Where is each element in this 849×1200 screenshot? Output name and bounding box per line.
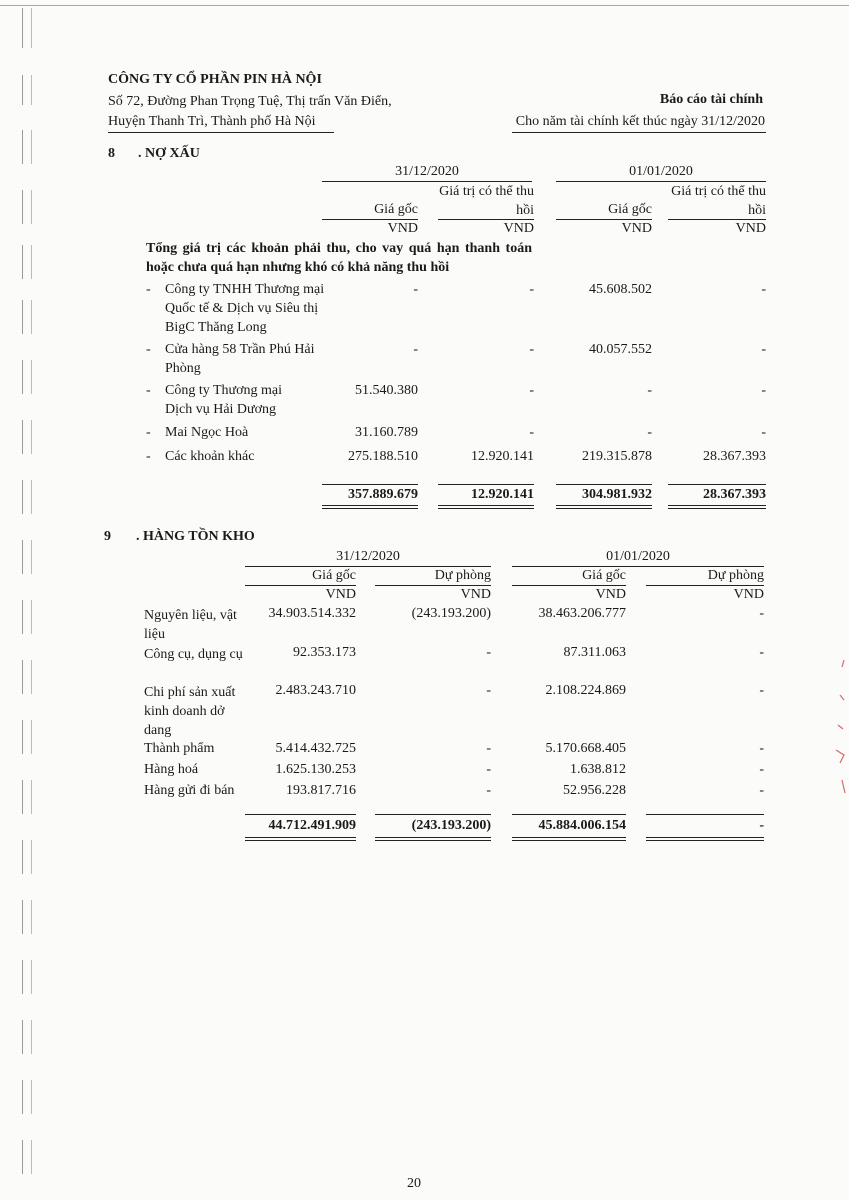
row-value: 2.108.224.869 xyxy=(545,683,626,698)
row-value: - xyxy=(413,342,418,357)
row-value: - xyxy=(761,342,766,357)
row-label: Thành phẩm xyxy=(144,741,215,756)
s8-total-double-rule-4 xyxy=(668,505,766,509)
total-value: - xyxy=(759,818,764,833)
row-value: - xyxy=(486,645,491,660)
s9-col4-rule xyxy=(646,585,764,586)
s9-total-top-rule-1 xyxy=(245,814,356,815)
row-value: 12.920.141 xyxy=(471,449,534,464)
row-label: Công ty TNHH Thương mại Quốc tế & Dịch vụ Siêu thị BigC Thăng Long xyxy=(165,282,325,335)
s9-col3-rule xyxy=(512,585,626,586)
row-value: - xyxy=(761,282,766,297)
s9-total-double-rule-1 xyxy=(245,837,356,841)
section8-number: 8 xyxy=(108,146,115,161)
row-value: - xyxy=(486,783,491,798)
row-bullet: - xyxy=(146,425,151,440)
row-value: - xyxy=(647,425,652,440)
row-value: 1.625.130.253 xyxy=(275,762,356,777)
margin-ink-marks xyxy=(832,655,848,800)
s9-unit-3: VND xyxy=(595,587,626,602)
s8-total-top-rule-4 xyxy=(668,484,766,485)
row-value: - xyxy=(486,762,491,777)
total-value: (243.193.200) xyxy=(411,818,491,833)
header-rule-right xyxy=(512,132,766,133)
row-label: Mai Ngọc Hoà xyxy=(165,425,249,440)
s8-total-double-rule-1 xyxy=(322,505,418,509)
s8-col3-rule xyxy=(556,219,652,220)
row-label: Các khoản khác xyxy=(165,449,255,464)
s9-date2: 01/01/2020 xyxy=(606,549,670,564)
row-value: - xyxy=(759,741,764,756)
row-value: - xyxy=(486,683,491,698)
row-value: 45.608.502 xyxy=(589,282,652,297)
s8-total-top-rule-3 xyxy=(556,484,652,485)
s8-unit-4: VND xyxy=(735,221,766,236)
s9-col-provision-2: Dự phòng xyxy=(707,568,764,583)
row-value: 5.170.668.405 xyxy=(545,741,626,756)
row-value: 193.817.716 xyxy=(286,783,356,798)
section8-title: . NỢ XẤU xyxy=(138,146,200,161)
row-value: 38.463.206.777 xyxy=(538,606,626,621)
section9-number: 9 xyxy=(104,529,111,544)
company-name: CÔNG TY CỔ PHẦN PIN HÀ NỘI xyxy=(108,72,322,87)
s9-date2-rule xyxy=(512,566,764,567)
total-value: 44.712.491.909 xyxy=(268,818,356,833)
total-value: 28.367.393 xyxy=(703,487,766,502)
s9-total-double-rule-3 xyxy=(512,837,626,841)
row-value: - xyxy=(413,282,418,297)
row-bullet: - xyxy=(146,383,151,398)
row-value: - xyxy=(761,425,766,440)
s8-date2: 01/01/2020 xyxy=(629,164,693,179)
s9-total-top-rule-2 xyxy=(375,814,491,815)
total-value: 304.981.932 xyxy=(582,487,652,502)
row-value: 5.414.432.725 xyxy=(275,741,356,756)
s8-total-double-rule-2 xyxy=(438,505,534,509)
row-value: - xyxy=(647,383,652,398)
row-value: 275.188.510 xyxy=(348,449,418,464)
s8-col1-rule xyxy=(322,219,418,220)
s9-unit-1: VND xyxy=(325,587,356,602)
report-title: Báo cáo tài chính xyxy=(659,92,763,107)
row-value: 219.315.878 xyxy=(582,449,652,464)
s9-total-top-rule-4 xyxy=(646,814,764,815)
s9-unit-2: VND xyxy=(460,587,491,602)
s9-col1-rule xyxy=(245,585,356,586)
row-value: - xyxy=(529,383,534,398)
company-address-line2: Huyện Thanh Trì, Thành phố Hà Nội xyxy=(108,114,316,129)
row-value: 40.057.552 xyxy=(589,342,652,357)
row-value: - xyxy=(759,606,764,621)
total-value: 357.889.679 xyxy=(348,487,418,502)
row-value: - xyxy=(486,741,491,756)
row-value: 31.160.789 xyxy=(355,425,418,440)
row-label: Chi phí sản xuất kinh doanh dở dang xyxy=(144,685,236,738)
row-value: 2.483.243.710 xyxy=(275,683,356,698)
s9-col-provision-1: Dự phòng xyxy=(434,568,491,583)
total-value: 12.920.141 xyxy=(471,487,534,502)
s8-date1: 31/12/2020 xyxy=(395,164,459,179)
row-value: - xyxy=(761,383,766,398)
s9-unit-4: VND xyxy=(733,587,764,602)
s8-col-recoverable-2: Giá trị có thể thu hồi xyxy=(671,184,766,218)
row-label: Nguyên liệu, vật liệu xyxy=(144,608,237,642)
s8-col4-rule xyxy=(668,219,766,220)
section9-title: . HÀNG TỒN KHO xyxy=(136,529,255,544)
s9-total-top-rule-3 xyxy=(512,814,626,815)
row-value: - xyxy=(759,645,764,660)
s8-col2-rule xyxy=(438,219,534,220)
row-value: 34.903.514.332 xyxy=(268,606,356,621)
s8-col-cost-1: Giá gốc xyxy=(374,202,418,217)
company-address-line1: Số 72, Đường Phan Trọng Tuệ, Thị trấn Văn Điển, xyxy=(108,94,392,109)
s8-col-cost-2: Giá gốc xyxy=(608,202,652,217)
row-bullet: - xyxy=(146,282,151,297)
row-value: - xyxy=(529,425,534,440)
row-value: 51.540.380 xyxy=(355,383,418,398)
row-value: - xyxy=(759,783,764,798)
s9-total-double-rule-2 xyxy=(375,837,491,841)
row-value: - xyxy=(529,342,534,357)
row-label: Công cụ, dụng cụ xyxy=(144,647,243,662)
s8-unit-3: VND xyxy=(621,221,652,236)
s9-col-cost-2: Giá gốc xyxy=(582,568,626,583)
total-value: 45.884.006.154 xyxy=(538,818,626,833)
s8-unit-1: VND xyxy=(387,221,418,236)
row-value: - xyxy=(759,762,764,777)
row-label: Hàng hoá xyxy=(144,762,199,777)
scan-top-edge xyxy=(0,5,849,6)
row-value: 28.367.393 xyxy=(703,449,766,464)
row-value: 52.956.228 xyxy=(563,783,626,798)
row-value: 87.311.063 xyxy=(563,645,626,660)
s8-unit-2: VND xyxy=(503,221,534,236)
s8-total-double-rule-3 xyxy=(556,505,652,509)
s9-total-double-rule-4 xyxy=(646,837,764,841)
row-value: - xyxy=(759,683,764,698)
s9-col-cost-1: Giá gốc xyxy=(312,568,356,583)
s9-col2-rule xyxy=(375,585,491,586)
row-value: - xyxy=(529,282,534,297)
row-label: Hàng gửi đi bán xyxy=(144,783,235,798)
row-value: 92.353.173 xyxy=(293,645,356,660)
row-value: 1.638.812 xyxy=(570,762,626,777)
row-bullet: - xyxy=(146,449,151,464)
page-number: 20 xyxy=(407,1176,421,1191)
row-value: (243.193.200) xyxy=(411,606,491,621)
s8-col-recoverable-1: Giá trị có thể thu hồi xyxy=(439,184,534,218)
s9-date1: 31/12/2020 xyxy=(336,549,400,564)
s8-total-top-rule-2 xyxy=(438,484,534,485)
s9-date1-rule xyxy=(245,566,491,567)
header-rule-left xyxy=(108,132,334,133)
row-label: Cửa hàng 58 Trần Phú Hải Phòng xyxy=(165,342,315,376)
row-bullet: - xyxy=(146,342,151,357)
s8-total-top-rule-1 xyxy=(322,484,418,485)
s8-intro: Tổng giá trị các khoản phải thu, cho vay quá hạn thanh toán hoặc chưa quá hạn nhưng khó có khả năng thu hồi xyxy=(146,241,532,275)
row-label: Công ty Thương mại Dịch vụ Hải Dương xyxy=(165,383,283,417)
report-period: Cho năm tài chính kết thúc ngày 31/12/2020 xyxy=(515,114,765,129)
